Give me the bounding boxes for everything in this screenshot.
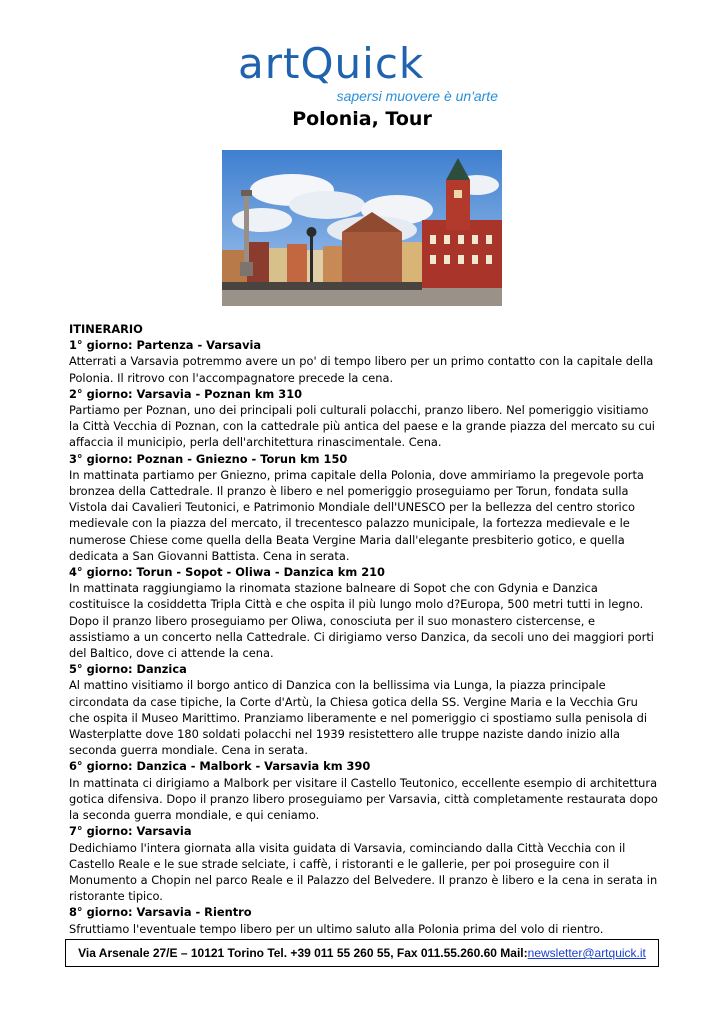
day-2-title: 2° giorno: Varsavia - Poznan km 310 [69,386,303,401]
day-2-text: Partiamo per Poznan, uno dei principali poli culturali polacchi, pranzo libero. Nel pomeriggio visitiamo la Città Vecchia di Poznan, con la cattedrale più antica del paese e la grande piazza del mercato su cui affaccia il municipio, perla dell'architettura rinascimentale. Cena. [69,403,655,450]
day-6-title: 6° giorno: Danzica - Malbork - Varsavia km 390 [69,759,371,774]
day-7-title: 7° giorno: Varsavia [69,824,192,839]
day-7-text: Dedichiamo l'intera giornata alla visita guidata di Varsavia, cominciando dalla Città Vecchia con il Castello Reale e le sue strade selciate, i caffè, i ristoranti e le gallerie, per poi proseguire con il Monumento a Chopin nel parco Reale e il Palazzo del Belvedere. Il pranzo è libero e la cena in serata in ristorante tipico. [69,840,658,904]
day-1-text: Atterrati a Varsavia potremmo avere un po' di tempo libero per un primo contatto con la capitale della Polonia. Il ritrovo con l'accompagnatore precede la cena. [69,354,654,385]
footer-email-link[interactable]: newsletter@artquick.it [527,946,646,960]
day-4-text: In mattinata raggiungiamo la rinomata stazione balneare di Sopot che con Gdynia e Danzica costituisce la cosiddetta Tripla Città e che ospita il più lungo molo d?Europa, 500 metri tutti in legno. Dopo il pranzo libero proseguiamo per Oliwa, conosciuta per il suo monastero cistercense, e assistiamo a un concerto nella Cattedrale. Ci dirigiamo verso Danzica, da secoli uno dei maggiori porti del Baltico, dove ci attende la cena. [69,581,654,661]
day-5-text: Al mattino visitiamo il borgo antico di Danzica con la bellissima via Lunga, la piazza principale circondata da case tipiche, la Corte d'Artù, la Chiesa gotica della SS. Vergine Maria e la Vecchia Gru che ospita il Museo Marittimo. Pranziamo liberamente e nel pomeriggio ci spostiamo sulla penisola di Wasterplatte dove 180 soldati polacchi nel 1939 resistettero alle truppe naziste dando inizio alla seconda guerra mondiale. Cena in serata. [69,678,648,758]
day-6-text: In mattinata ci dirigiamo a Malbork per visitare il Castello Teutonico, eccellente esempio di architettura gotica difensiva. Dopo il pranzo libero proseguiamo per Varsavia, città completamente restaurata dopo la seconda guerra mondiale, e qui ceniamo. [69,775,658,823]
day-3-title: 3° giorno: Poznan - Gniezno - Torun km 150 [69,451,348,466]
day-1-title: 1° giorno: Partenza - Varsavia [69,338,262,353]
logo-wordmark: artQuick [238,39,425,88]
day-5-title: 5° giorno: Danzica [69,662,187,677]
logo-tagline: sapersi muovere è un'arte [336,88,498,104]
day-8-text: Sfruttiamo l'eventuale tempo libero per un ultimo saluto alla Polonia prima del volo di rientro. [69,921,604,936]
day-4-title: 4° giorno: Torun - Sopot - Oliwa - Danzica km 210 [69,565,385,580]
day-8-title: 8° giorno: Varsavia - Rientro [69,905,252,920]
day-3-text: In mattinata partiamo per Gniezno, prima capitale della Polonia, dove ammiriamo la pregevole porta bronzea della Cattedrale. Il pranzo è libero e nel pomeriggio proseguiamo per Torun, fondata sulla Vistola dai Cavalieri Teutonici, e Patrimonio Mondiale dell'UNESCO per la bellezza del centro storico medievale con la piazza del mercato, il trecentesco palazzo municipale, la fortezza medievale e le numerose Chiese come quella della Beata Vergine Maria dall'elegante presbiterio gotico, e quella dedicata a San Giovanni Battista. Cena in serata. [69,467,644,563]
page-title: Polonia, Tour [292,108,432,130]
warsaw-old-town-photo [222,150,502,306]
artquick-logo [238,40,498,110]
footer-contact [65,939,659,967]
footer-address: Via Arsenale 27/E – 10121 Torino Tel. +39 011 55 260 55, Fax 011.55.260.60 Mail: [78,946,528,960]
itinerary-heading: ITINERARIO [69,322,143,336]
itinerary [69,321,659,937]
